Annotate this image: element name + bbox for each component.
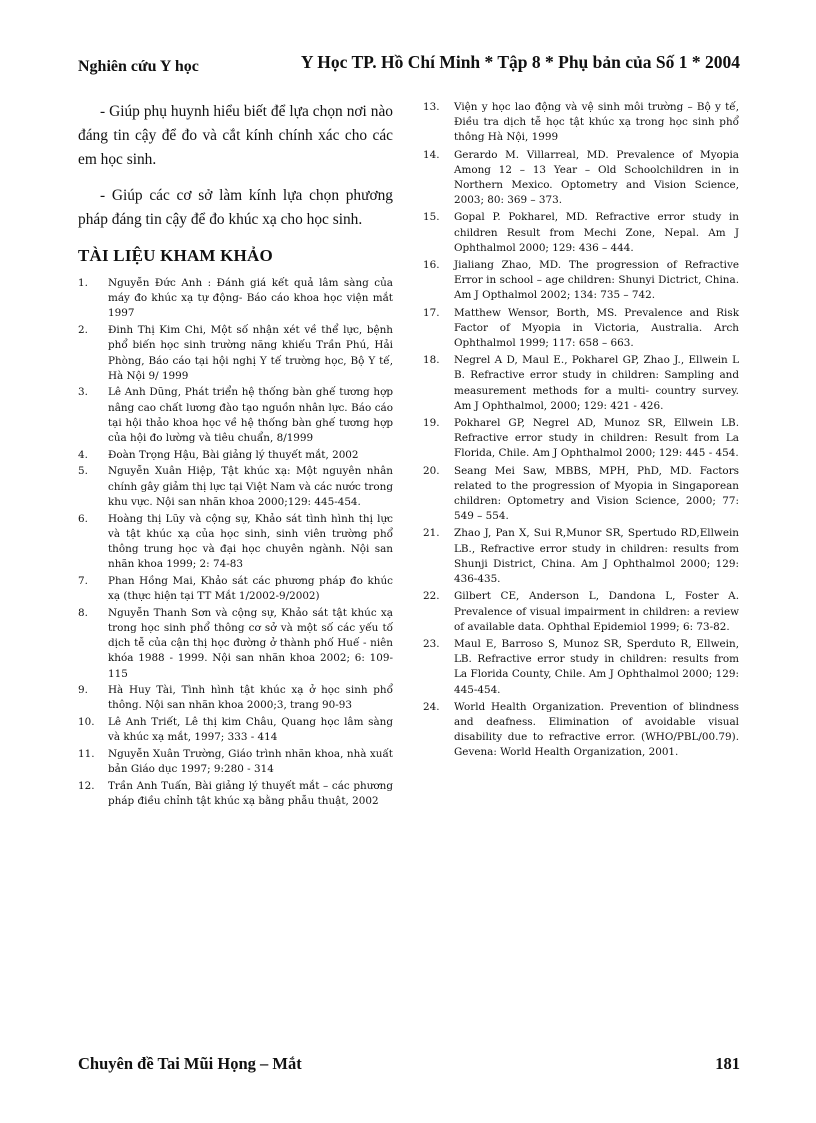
reference-number: 20. (423, 464, 440, 477)
reference-number: 3. (78, 386, 88, 399)
reference-item (78, 276, 393, 322)
reference-item (423, 637, 739, 698)
right-column (423, 100, 739, 763)
reference-item (78, 606, 393, 682)
reference-text: Maul E, Barroso S, Munoz SR, Sperduto R, Ellwein, LB. Refractive error study in children: results from La Florida County, Chile. Am J Ophthalmol 2000; 129: 445-454. (454, 637, 739, 696)
footer-topic: Chuyên đề Tai Mũi Họng – Mắt (78, 1054, 302, 1073)
reference-text: Matthew Wensor, Borth, MS. Prevalence and Risk Factor of Myopia in Victoria, Australia. Arch Ophthalmol 1999; 117: 658 – 663. (454, 306, 739, 350)
reference-text: Zhao J, Pan X, Sui R,Munor SR, Spertudo RD,Ellwein LB., Refractive error study in children: results from Shunji District, China. Am J Ophthalmol 2000; 129: 436-435. (454, 527, 739, 586)
reference-text: Nguyễn Xuân Hiệp, Tật khúc xạ: Một nguyên nhân chính gây giảm thị lực tại Việt Nam và các nước trong khu vực. Nội san nhãn khoa 2000;129: 445-454. (108, 465, 393, 508)
reference-item (423, 353, 739, 414)
reference-text: Gilbert CE, Anderson L, Dandona L, Foster A. Prevalence of visual impairment in children: a review of available data. Ophthal Epidemiol 1999; 6: 73-82. (454, 590, 739, 633)
references-heading: TÀI LIỆU KHAM KHẢO (78, 246, 273, 265)
reference-item (78, 464, 393, 510)
reference-number: 4. (78, 448, 88, 461)
reference-number: 21. (423, 527, 440, 540)
reference-list-right (423, 100, 739, 761)
body-paragraph: - Giúp phụ huynh hiểu biết để lựa chọn nơi nào đáng tin cậy để đo và cắt kính chính xác cho các em học sinh. (78, 103, 393, 168)
reference-text: Gerardo M. Villarreal, MD. Prevalence of Myopia Among 12 – 13 Year – Old Schoolchildren in in Northern Mexico. Optometry and Vision Science, 2003; 80: 369 – 373. (454, 148, 739, 207)
reference-text: Seang Mei Saw, MBBS, MPH, PhD, MD. Factors related to the progression of Myopia in Singaporean children: Optometry and Vision Science, 2000; 77: 549 – 554. (454, 464, 739, 523)
reference-text: Pokharel GP, Negrel AD, Munoz SR, Ellwein LB. Refractive error study in children: Result from La Florida, Chile. Am J Ophthalmol 2000; 129: 445 - 454. (454, 417, 739, 460)
reference-number: 23. (423, 637, 440, 650)
reference-item (78, 715, 393, 745)
reference-list-left (78, 276, 393, 809)
page-number: 181 (715, 1054, 740, 1073)
reference-item (78, 512, 393, 573)
reference-text: Gopal P. Pokharel, MD. Refractive error study in children Result from Mechi Zone, Nepal. Am J Ophthalmol 2000; 129: 436 – 444. (454, 211, 739, 254)
reference-item (423, 416, 739, 462)
reference-number: 6. (78, 512, 88, 525)
reference-text: Phan Hồng Mai, Khảo sát các phương pháp đo khúc xạ (thực hiện tại TT Mắt 1/2002-9/2002) (108, 574, 393, 603)
left-column (78, 100, 393, 811)
reference-text: Nguyễn Thanh Sơn và cộng sự, Khảo sát tật khúc xạ trong học sinh phổ thông cơ sở và một số các yếu tố dịch tễ của cận thị học đường ở thành phố Huế - niên khóa 1988 - 1999. Nội san nhãn khoa 2002; 6: 109-115 (108, 606, 393, 680)
reference-item (78, 683, 393, 713)
reference-text: Lê Anh Dũng, Phát triển hệ thống bàn ghế tương hợp nâng cao chất lương đào tạo nguồn nhân lực. Báo cáo tại hội thảo khoa học về hệ thống bàn ghế tương hợp của hội đo lường và tiêu chuẩn, 8/1999 (108, 386, 393, 445)
reference-text: Đoàn Trọng Hậu, Bài giảng lý thuyết mắt, 2002 (108, 448, 359, 461)
reference-text: Hà Huy Tài, Tình hình tật khúc xạ ở học sinh phổ thông. Nội san nhãn khoa 2000;3, trang 90-93 (108, 684, 393, 712)
reference-item (423, 258, 739, 304)
reference-text: Jialiang Zhao, MD. The progression of Refractive Error in school – age children: Shunyi Dictrict, China. Am J Opthalmol 2002; 134: 735 – 742. (454, 259, 739, 302)
reference-number: 16. (423, 259, 440, 272)
reference-number: 8. (78, 606, 88, 619)
reference-number: 14. (423, 148, 440, 161)
reference-number: 12. (78, 780, 95, 792)
reference-number: 13. (423, 101, 440, 113)
reference-item (423, 210, 739, 256)
reference-item (423, 306, 739, 352)
reference-number: 15. (423, 211, 440, 224)
reference-item (78, 779, 393, 809)
reference-text: World Health Organization. Prevention of blindness and deafness. Elimination of avoidable visual disability due to refractive error. (WHO/PBL/00.79). Gevena: World Health Organization, 2001. (454, 700, 739, 759)
reference-number: 19. (423, 417, 440, 430)
reference-number: 24. (423, 700, 440, 713)
reference-number: 11. (78, 748, 95, 761)
reference-text: Viện y học lao động và vệ sinh môi trường – Bộ y tế, Điều tra dịch tễ học tật khúc xạ trong học sinh phổ thông Hà Nội, 1999 (454, 101, 739, 144)
reference-item (423, 700, 739, 761)
reference-number: 18. (423, 354, 440, 367)
reference-number: 9. (78, 684, 88, 697)
reference-number: 22. (423, 590, 440, 603)
reference-item (423, 464, 739, 525)
reference-text: Nguyễn Đức Anh : Đánh giá kết quả lâm sàng của máy đo khúc xạ tự động- Báo cáo khoa học viện mắt 1997 (108, 277, 393, 320)
reference-item (78, 448, 393, 463)
reference-item (423, 148, 739, 209)
reference-item (78, 385, 393, 446)
reference-text: Lê Anh Triết, Lê thị kim Châu, Quang học lâm sàng và khúc xạ mắt, 1997; 333 - 414 (108, 716, 393, 744)
reference-item (423, 589, 739, 635)
reference-text: Hoàng thị Lũy và cộng sự, Khảo sát tình hình thị lực và tật khúc xạ của học sinh, sinh viên trường phổ thông trung học và đại học chuyên ngành. Nội san nhãn khoa 1999; 2: 74-83 (108, 512, 393, 571)
reference-number: 5. (78, 465, 88, 478)
reference-item (78, 323, 393, 384)
reference-number: 2. (78, 324, 88, 337)
reference-text: Nguyễn Xuân Trường, Giáo trình nhãn khoa, nhà xuất bản Giáo dục 1997; 9:280 - 314 (108, 748, 393, 776)
reference-number: 7. (78, 574, 88, 587)
reference-item (423, 100, 739, 146)
journal-section-label: Nghiên cứu Y học (78, 58, 199, 75)
reference-text: Đinh Thị Kim Chi, Một số nhận xét về thể lực, bệnh phổ biến học sinh trường năng khiếu Trần Phú, Hải Phòng, Báo cáo tại hội nghị Y tế trường học, Bộ Y tế, Hà Nội 9/ 1999 (108, 324, 393, 382)
page-header (78, 52, 740, 82)
reference-item (423, 526, 739, 587)
reference-text: Negrel A D, Maul E., Pokharel GP, Zhao J., Ellwein L B. Refractive error study in children: Sampling and measurement methods for a multi- country survey. Am J Ophthalmol, 2000; 129: 421 - 426. (454, 354, 739, 412)
body-paragraph: - Giúp các cơ sở làm kính lựa chọn phương pháp đáng tin cậy để đo khúc xạ cho học sinh. (78, 187, 393, 228)
reference-item (78, 747, 393, 777)
reference-item (78, 574, 393, 604)
page-footer (78, 1054, 740, 1078)
journal-issue-title: Y Học TP. Hồ Chí Minh * Tập 8 * Phụ bản của Số 1 * 2004 (300, 52, 740, 72)
reference-number: 1. (78, 277, 88, 289)
reference-text: Trần Anh Tuấn, Bài giảng lý thuyết mắt – các phương pháp điều chỉnh tật khúc xạ bằng phẫu thuật, 2002 (108, 780, 393, 808)
reference-number: 10. (78, 716, 95, 729)
reference-number: 17. (423, 306, 440, 319)
